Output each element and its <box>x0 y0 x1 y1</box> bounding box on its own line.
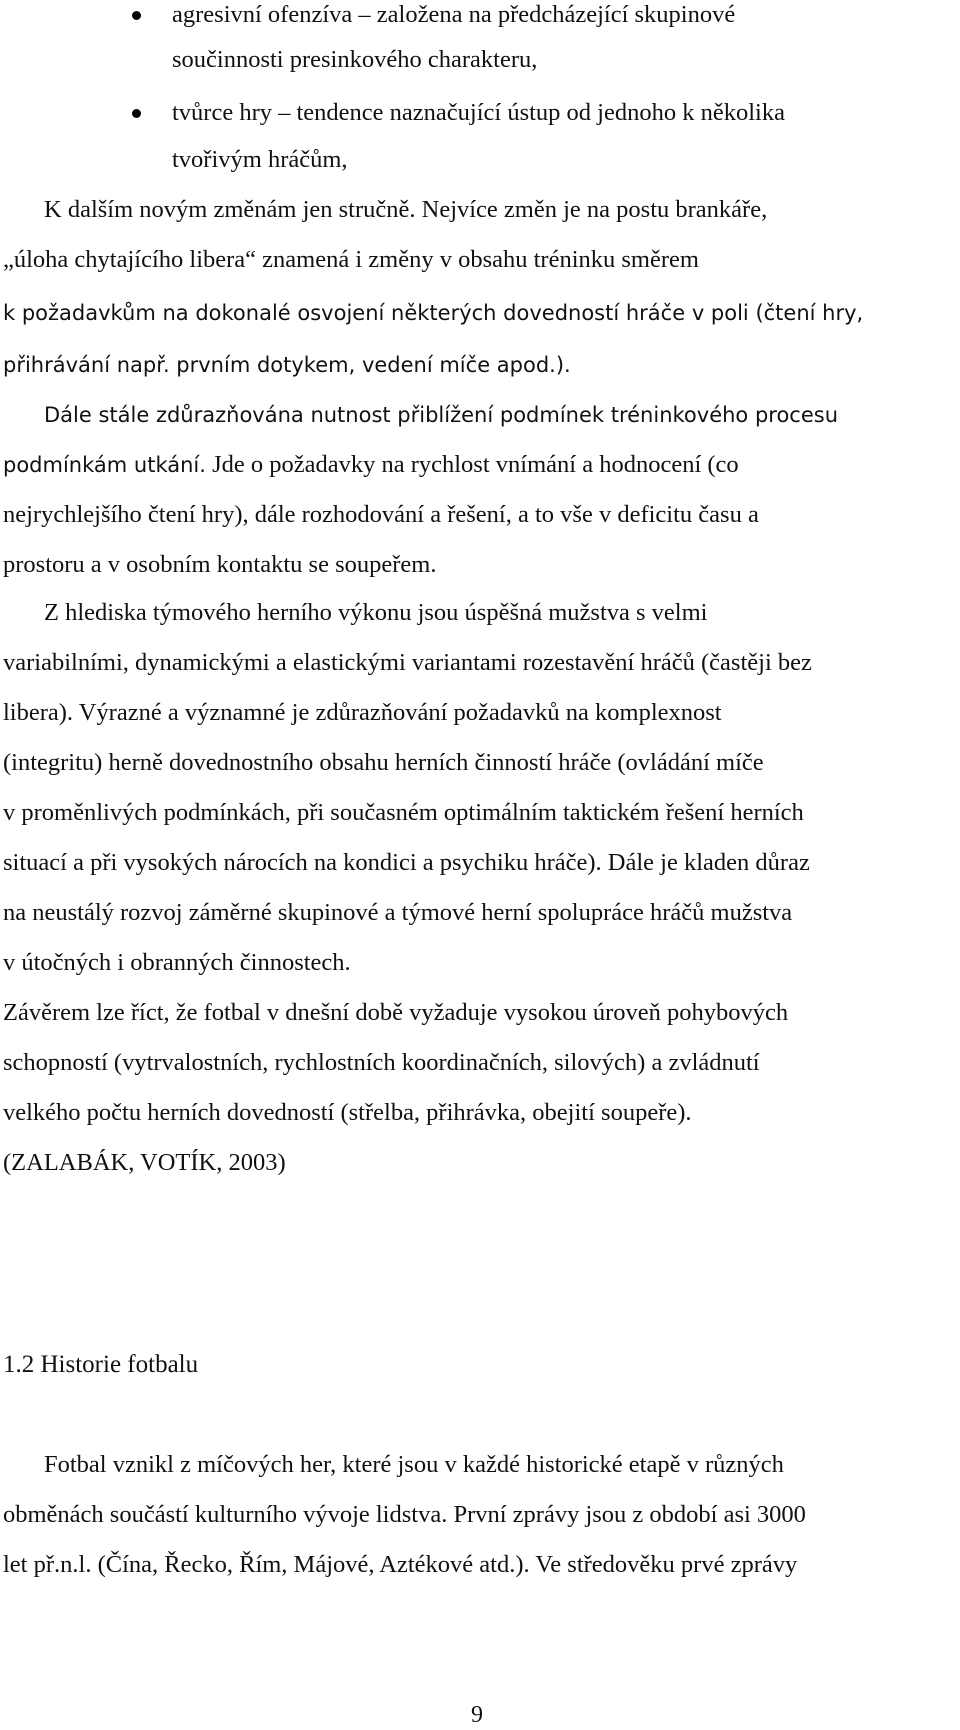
paragraph-line: Fotbal vznikl z míčových her, které jsou v každé historické etapě v různých <box>44 1451 784 1478</box>
bullet-dot <box>132 109 141 118</box>
paragraph-line: (integritu) herně dovednostního obsahu herních činností hráče (ovládání míče <box>3 749 764 776</box>
bullet-1-line-2: součinnosti presinkového charakteru, <box>172 46 538 73</box>
paragraph-line: let př.n.l. (Čína, Řecko, Řím, Májové, Aztékové atd.). Ve středověku prvé zprávy <box>3 1551 798 1578</box>
paragraph-line: obměnách součástí kulturního vývoje lidstva. První zprávy jsou z období asi 3000 <box>3 1501 806 1528</box>
paragraph-line: K dalším novým změnám jen stručně. Nejvíce změn je na postu brankáře, <box>44 196 768 223</box>
section-heading: 1.2 Historie fotbalu <box>3 1351 199 1378</box>
paragraph-line: Dále stále zdůrazňována nutnost přiblížení podmínek tréninkového procesu <box>44 403 839 427</box>
paragraph-line: schopností (vytrvalostních, rychlostních koordinačních, silových) a zvládnutí <box>3 1049 760 1076</box>
paragraph-line: libera). Výrazné a významné je zdůrazňování požadavků na komplexnost <box>3 699 722 726</box>
paragraph-line: prostoru a v osobním kontaktu se soupeřem. <box>3 551 437 578</box>
paragraph-line: na neustálý rozvoj záměrné skupinové a týmové herní spolupráce hráčů mužstva <box>3 899 793 926</box>
paragraph-line: přihrávání např. prvním dotykem, vedení míče apod.). <box>3 353 571 377</box>
paragraph-line <box>3 450 739 480</box>
paragraph-line: v proměnlivých podmínkách, při současném optimálním taktickém řešení herních <box>3 799 804 826</box>
paragraph-line: „úloha chytajícího libera“ znamená i změny v obsahu tréninku směrem <box>3 246 699 273</box>
page-number: 9 <box>471 1702 483 1728</box>
paragraph-line: situací a při vysokých nárocích na kondici a psychiku hráče). Dále je kladen důraz <box>3 849 810 876</box>
bullet-1-line-1: agresivní ofenzíva – založena na předcházející skupinové <box>172 1 736 28</box>
bullet-2-line-1: tvůrce hry – tendence naznačující ústup od jednoho k několika <box>172 99 785 126</box>
paragraph-line: v útočných i obranných činnostech. <box>3 949 351 976</box>
paragraph-line: Závěrem lze říct, že fotbal v dnešní době vyžaduje vysokou úroveň pohybových <box>3 999 789 1026</box>
paragraph-line: Z hlediska týmového herního výkonu jsou úspěšná mužstva s velmi <box>44 599 708 626</box>
citation: (ZALABÁK, VOTÍK, 2003) <box>3 1149 286 1176</box>
paragraph-line: variabilními, dynamickými a elastickými variantami rozestavění hráčů (častěji bez <box>3 649 812 676</box>
paragraph-line: velkého počtu herních dovedností (střelba, přihrávka, obejití soupeře). <box>3 1099 692 1126</box>
bullet-dot <box>132 11 141 20</box>
paragraph-line: k požadavkům na dokonalé osvojení některých dovedností hráče v poli (čtení hry, <box>3 301 864 325</box>
bullet-2-line-2: tvořivým hráčům, <box>172 146 348 173</box>
paragraph-line: nejrychlejšího čtení hry), dále rozhodování a řešení, a to vše v deficitu času a <box>3 501 759 528</box>
paragraph-fragment: Jde o požadavky na rychlost vnímání a hodnocení (co <box>205 451 739 478</box>
paragraph-fragment: podmínkám utkání. <box>3 453 206 477</box>
